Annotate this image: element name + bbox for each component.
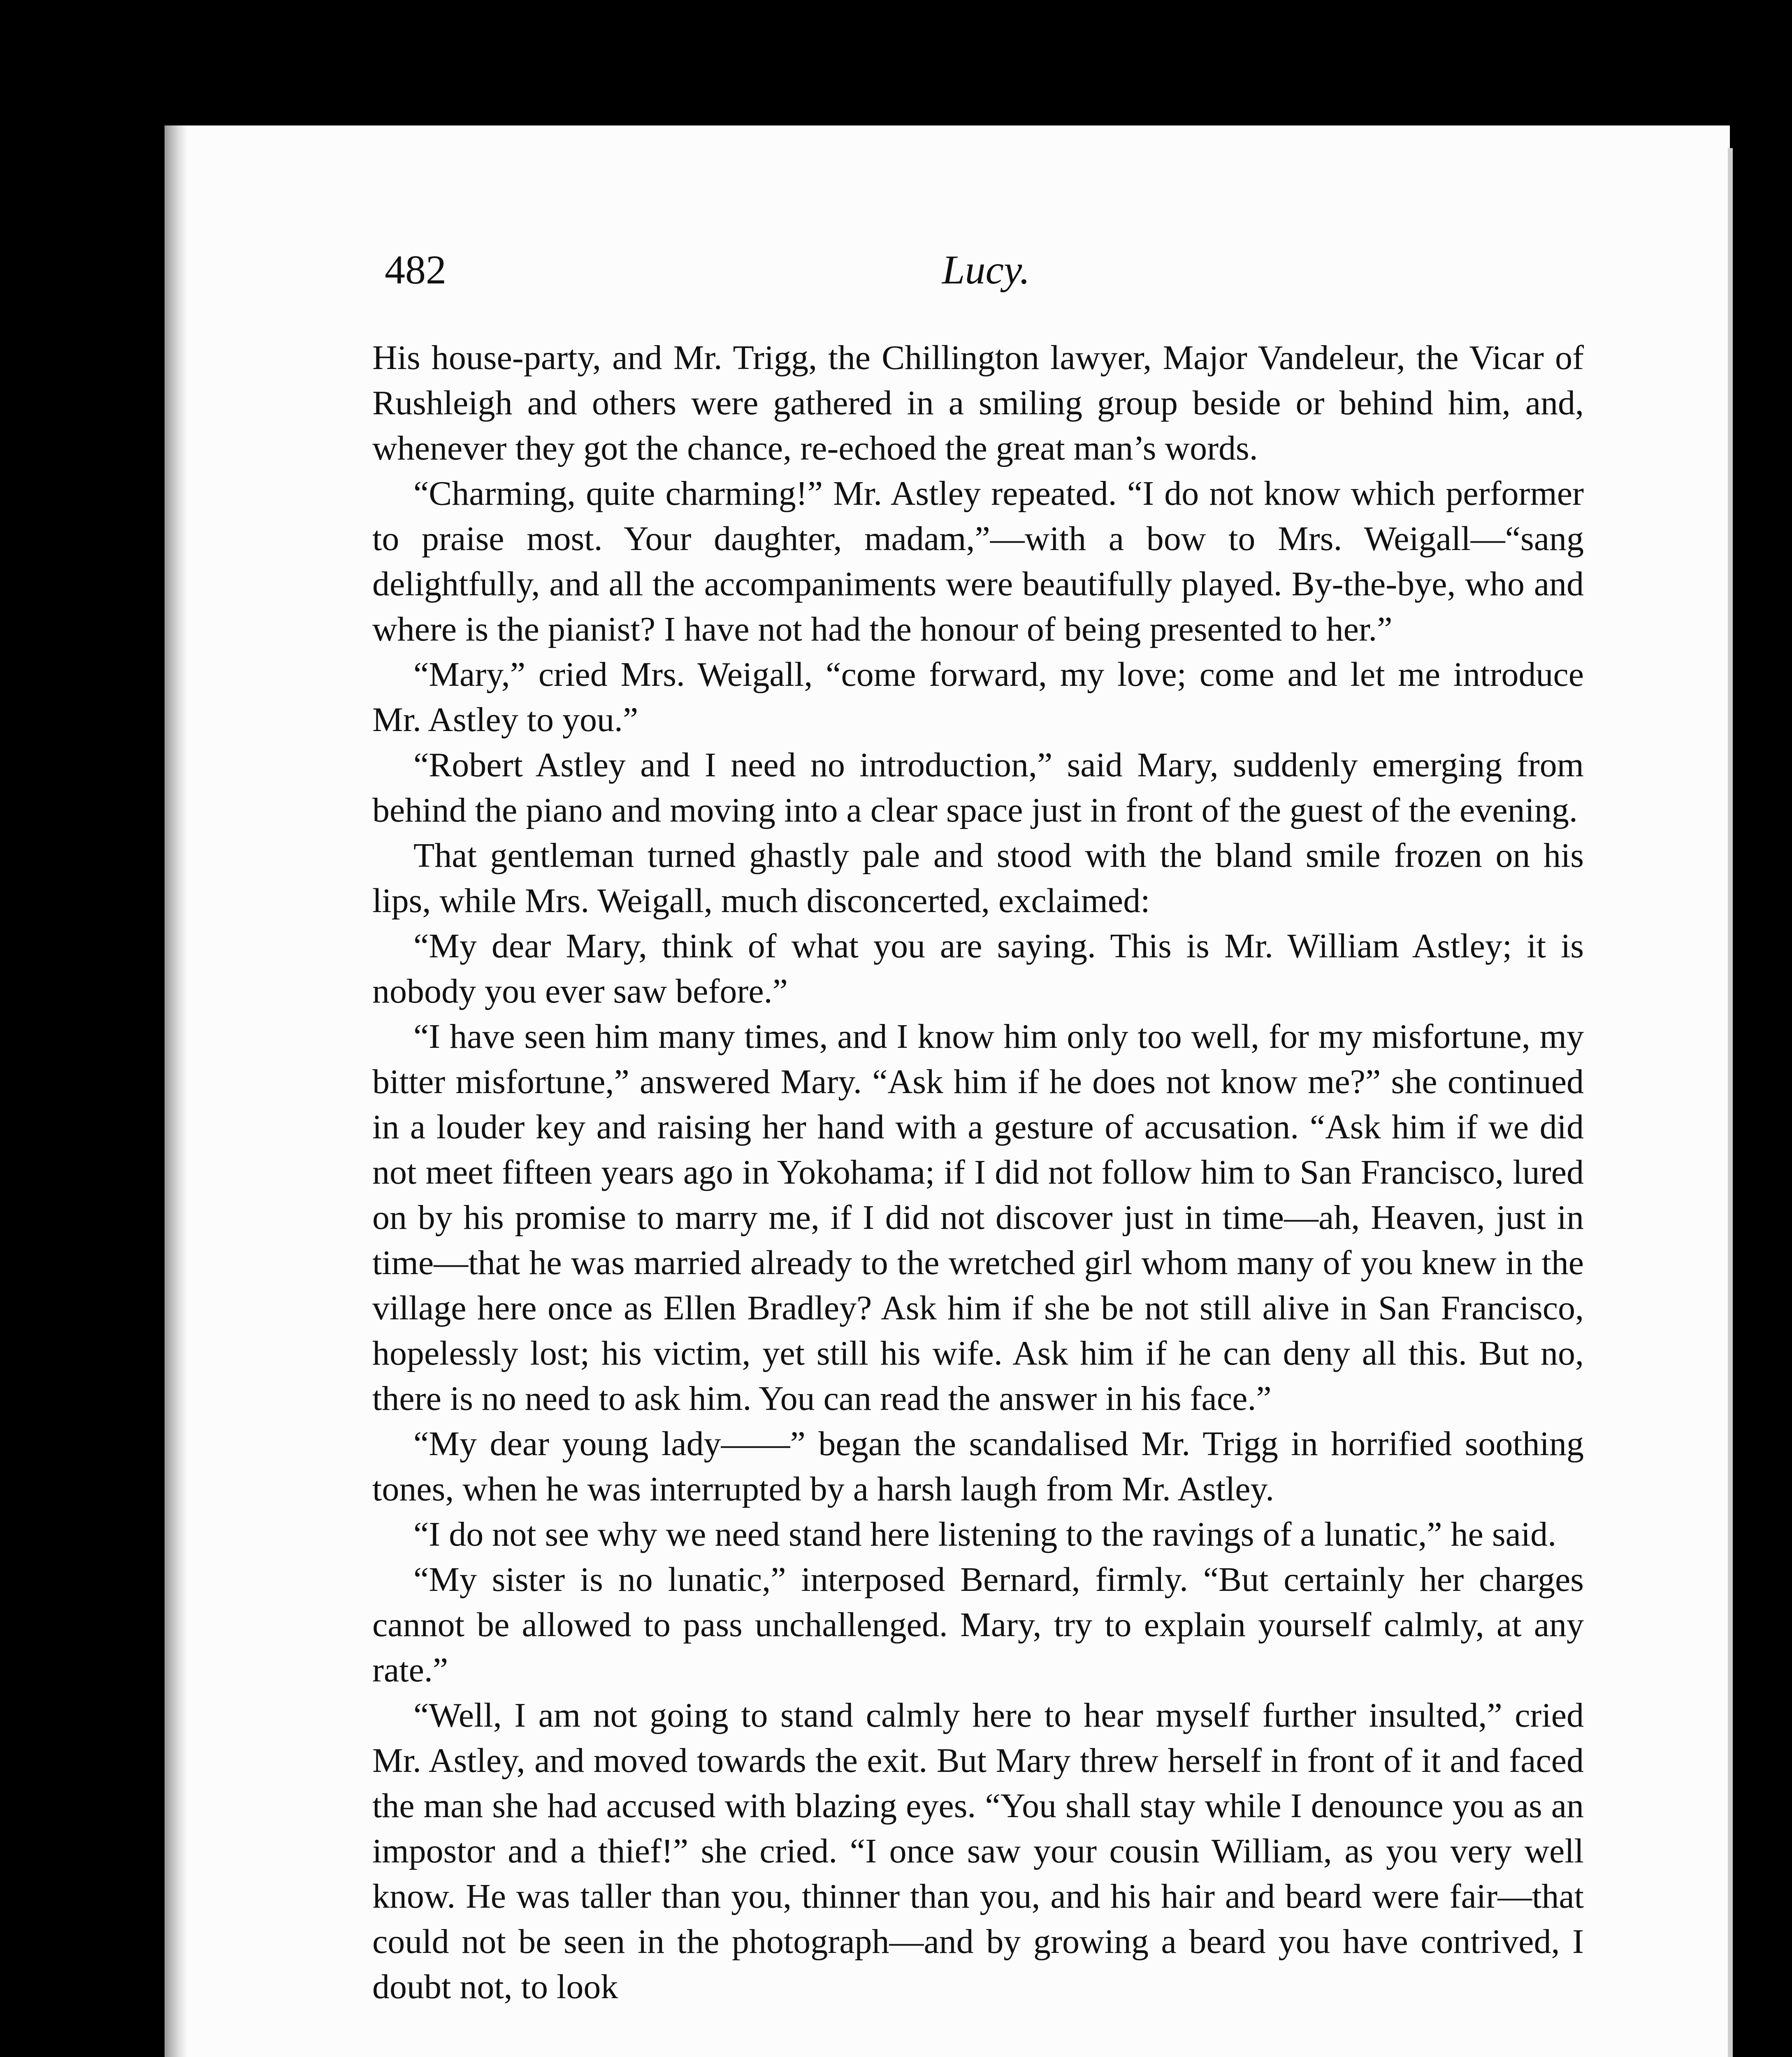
page-number: 482 <box>385 247 446 293</box>
page-header <box>385 246 1576 295</box>
page-edge <box>1728 148 1733 2057</box>
paragraph: “My dear young lady——” began the scandalised Mr. Trigg in horrified soothing tones, when he was interrupted by a harsh laugh from Mr. Astley. <box>372 1425 1584 1508</box>
paragraph: “Well, I am not going to stand calmly here to hear myself further insulted,” cried Mr. Astley, and moved towards the exit. But Mary threw herself in front of it and faced the man she had accused with blazing eyes. “You shall stay while I denounce you as an impostor and a thief!” she cried. “I once saw your cousin William, as you very well know. He was taller than you, thinner than you, and his hair and beard were fair—that could not be seen in the photograph—and by growing a beard you have contrived, I doubt not, to look <box>372 1696 1584 2006</box>
paragraph: “Mary,” cried Mrs. Weigall, “come forward, my love; come and let me introduce Mr. Astley to you.” <box>372 655 1584 739</box>
running-title: Lucy. <box>942 247 1030 293</box>
paragraph: “My dear Mary, think of what you are saying. This is Mr. William Astley; it is nobody you ever saw before.” <box>372 927 1584 1010</box>
binding-shadow <box>165 125 187 2057</box>
paragraph: “I have seen him many times, and I know him only too well, for my misfortune, my bitter misfortune,” answered Mary. “Ask him if he does not know me?” she continued in a louder key and raising her hand with a gesture of accusation. “Ask him if we did not meet fifteen years ago in Yokohama; if I did not follow him to San Francisco, lured on by his promise to marry me, if I did not discover just in time—ah, Heaven, just in time—that he was married already to the wretched girl whom many of you knew in the village here once as Ellen Bradley? Ask him if she be not still alive in San Francisco, hopelessly lost; his victim, yet still his wife. Ask him if he can deny all this. But no, there is no need to ask him. You can read the answer in his face.” <box>372 1017 1584 1418</box>
paragraph: “Charming, quite charming!” Mr. Astley repeated. “I do not know which performer to praise most. Your daughter, madam,”—with a bow to Mrs. Weigall—“sang delightfully, and all the accompaniments were beautifully played. By-the-bye, who and where is the pianist? I have not had the honour of being presented to her.” <box>372 474 1584 648</box>
paragraph: “Robert Astley and I need no introduction,” said Mary, suddenly emerging from behind the piano and moving into a clear space just in front of the guest of the evening. <box>372 746 1584 829</box>
paragraph: His house-party, and Mr. Trigg, the Chillington lawyer, Major Vandeleur, the Vicar of Rushleigh and others were gathered in a smiling group beside or behind him, and, whenever they got the chance, re-echoed the great man’s words. <box>372 339 1584 467</box>
paragraph: That gentleman turned ghastly pale and stood with the bland smile frozen on his lips, while Mrs. Weigall, much disconcerted, exclaimed: <box>372 836 1584 920</box>
paragraph: “I do not see why we need stand here listening to the ravings of a lunatic,” he said. <box>413 1515 1557 1553</box>
body-text <box>372 335 1584 2010</box>
paragraph: “My sister is no lunatic,” interposed Bernard, firmly. “But certainly her charges cannot be allowed to pass unchallenged. Mary, try to explain yourself calmly, at any rate.” <box>372 1560 1584 1689</box>
